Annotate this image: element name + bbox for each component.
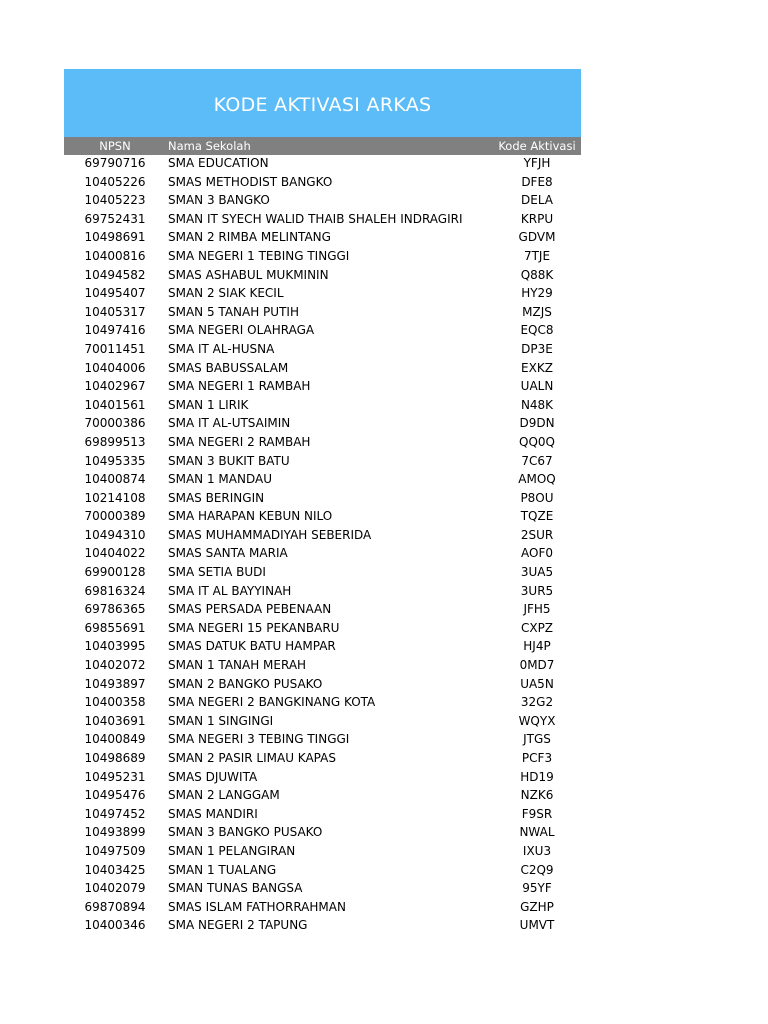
cell-activation-code: UA5N — [520, 676, 554, 691]
table-row — [64, 321, 581, 340]
cell-activation-code: JFH5 — [523, 602, 551, 617]
cell-school-name: SMAS BABUSSALAM — [168, 360, 289, 375]
table-row — [64, 730, 581, 749]
cell-school-name: SMA NEGERI OLAHRAGA — [168, 323, 315, 338]
cell-npsn: 10497416 — [84, 323, 146, 338]
cell-school-name: SMA IT AL BAYYINAH — [168, 583, 292, 598]
cell-school-name: SMA SETIA BUDI — [168, 565, 266, 580]
table-row — [64, 768, 581, 787]
cell-activation-code: 2SUR — [520, 527, 554, 542]
cell-npsn: 10400874 — [84, 472, 146, 487]
cell-activation-code: 95YF — [522, 881, 552, 896]
cell-school-name: SMAS BERINGIN — [168, 490, 265, 505]
cell-school-name: SMAN 1 SINGINGI — [168, 713, 274, 728]
cell-npsn: 10495231 — [84, 769, 146, 784]
table-row — [64, 154, 581, 173]
table-row — [64, 544, 581, 563]
cell-school-name: SMAS PERSADA PEBENAAN — [168, 602, 332, 617]
table-row — [64, 916, 581, 935]
cell-activation-code: D9DN — [519, 416, 555, 431]
cell-activation-code: 32G2 — [520, 695, 554, 710]
cell-activation-code: Q88K — [520, 267, 554, 282]
cell-activation-code: 0MD7 — [519, 658, 555, 673]
cell-activation-code: N48K — [520, 397, 554, 412]
cell-npsn: 10498689 — [84, 751, 146, 765]
cell-npsn: 10495335 — [84, 453, 146, 468]
cell-npsn: 10400816 — [84, 248, 146, 263]
table-row — [64, 786, 581, 805]
cell-npsn: 10400358 — [84, 695, 146, 710]
cell-activation-code: P8OU — [520, 490, 554, 505]
cell-activation-code: GDVM — [518, 230, 556, 245]
table-header — [64, 137, 581, 155]
cell-school-name: SMAS MUHAMMADIYAH SEBERIDA — [168, 527, 372, 542]
table-row — [64, 600, 581, 619]
cell-school-name: SMA NEGERI 2 BANGKINANG KOTA — [168, 695, 376, 710]
cell-school-name: SMAN TUNAS BANGSA — [168, 881, 303, 896]
cell-npsn: 10403425 — [84, 862, 146, 877]
cell-activation-code: KRPU — [520, 211, 554, 226]
table-row — [64, 842, 581, 861]
table-row — [64, 898, 581, 917]
cell-activation-code: EQC8 — [520, 323, 554, 338]
cell-school-name: SMA IT AL-UTSAIMIN — [168, 416, 291, 431]
cell-activation-code: F9SR — [521, 806, 553, 821]
cell-activation-code: 7C67 — [521, 453, 553, 468]
cell-school-name: SMA NEGERI 15 PEKANBARU — [168, 620, 340, 635]
cell-npsn: 10402967 — [84, 379, 146, 394]
cell-activation-code: HD19 — [520, 769, 554, 784]
cell-school-name: SMAN 1 PELANGIRAN — [168, 843, 296, 858]
table-row — [64, 656, 581, 675]
cell-activation-code: EXKZ — [521, 360, 553, 375]
cell-npsn: 10497452 — [84, 806, 146, 821]
cell-school-name: SMAN 5 TANAH PUTIH — [168, 304, 299, 319]
cell-activation-code: NZK6 — [520, 788, 554, 803]
cell-npsn: 69752431 — [84, 211, 146, 226]
cell-activation-code: MZJS — [522, 304, 552, 319]
cell-school-name: SMA NEGERI 1 RAMBAH — [168, 379, 311, 394]
cell-school-name: SMAN 3 BANGKO PUSAKO — [168, 825, 323, 840]
cell-activation-code: 3UA5 — [520, 565, 554, 580]
cell-school-name: SMAN 1 MANDAU — [168, 472, 272, 487]
cell-school-name: SMA NEGERI 2 RAMBAH — [168, 434, 311, 449]
header-activation-code: Kode Aktivasi — [498, 139, 576, 153]
cell-school-name: SMAN 3 BUKIT BATU — [168, 453, 290, 468]
cell-npsn: 70011451 — [84, 341, 146, 356]
cell-activation-code: YFJH — [523, 156, 551, 170]
cell-npsn: 10402072 — [84, 658, 146, 673]
table-row — [64, 433, 581, 452]
table-row — [64, 452, 581, 471]
title-bar — [64, 69, 581, 137]
header-school-name: Nama Sekolah — [168, 139, 251, 153]
cell-school-name: SMAN IT SYECH WALID THAIB SHALEH INDRAGIRI — [168, 211, 463, 226]
cell-npsn: 10497509 — [84, 843, 146, 858]
cell-activation-code: JTGS — [523, 732, 551, 747]
table-row — [64, 191, 581, 210]
cell-activation-code: CXPZ — [520, 620, 554, 635]
cell-school-name: SMAN 2 PASIR LIMAU KAPAS — [168, 751, 336, 765]
cell-school-name: SMA NEGERI 3 TEBING TINGGI — [168, 732, 350, 747]
table-row — [64, 396, 581, 415]
cell-npsn: 10400346 — [84, 918, 146, 933]
cell-school-name: SMAS METHODIST BANGKO — [168, 174, 333, 189]
cell-activation-code: WQYX — [518, 713, 556, 728]
cell-school-name: SMAS MANDIRI — [168, 806, 258, 821]
cell-npsn: 10403691 — [84, 713, 146, 728]
cell-activation-code: AMOQ — [518, 472, 556, 487]
cell-school-name: SMAN 1 TANAH MERAH — [168, 658, 307, 673]
cell-school-name: SMAN 2 RIMBA MELINTANG — [168, 230, 331, 245]
cell-activation-code: DP3E — [521, 341, 553, 356]
table-row — [64, 377, 581, 396]
cell-school-name: SMAN 2 SIAK KECIL — [168, 286, 284, 301]
table-row — [64, 266, 581, 285]
cell-school-name: SMAN 3 BANGKO — [168, 193, 270, 208]
table-row — [64, 805, 581, 824]
cell-npsn: 69899513 — [84, 434, 146, 449]
table-row — [64, 340, 581, 359]
cell-activation-code: DELA — [521, 193, 553, 208]
table-row — [64, 228, 581, 247]
cell-npsn: 10400849 — [84, 732, 146, 747]
cell-activation-code: TQZE — [520, 509, 554, 524]
cell-school-name: SMAN 1 LIRIK — [168, 397, 249, 412]
cell-npsn: 70000386 — [84, 416, 146, 431]
table-row — [64, 359, 581, 378]
cell-activation-code: UMVT — [519, 918, 555, 933]
cell-activation-code: UALN — [520, 379, 554, 394]
cell-school-name: SMAS ASHABUL MUKMININ — [168, 267, 329, 282]
cell-npsn: 10403995 — [84, 639, 146, 654]
table-row — [64, 303, 581, 322]
table-row — [64, 507, 581, 526]
table-row — [64, 247, 581, 266]
table-row — [64, 693, 581, 712]
table-body — [64, 154, 581, 935]
table-row — [64, 284, 581, 303]
cell-npsn: 10493899 — [84, 825, 146, 840]
cell-school-name: SMAN 2 BANGKO PUSAKO — [168, 676, 323, 691]
cell-npsn: 10494310 — [84, 527, 146, 542]
table-row — [64, 526, 581, 545]
cell-activation-code: C2Q9 — [520, 862, 554, 877]
cell-school-name: SMA HARAPAN KEBUN NILO — [168, 509, 333, 524]
cell-school-name: SMAN 2 LANGGAM — [168, 788, 280, 803]
cell-school-name: SMA EDUCATION — [168, 156, 269, 170]
cell-npsn: 10405223 — [84, 193, 146, 208]
cell-npsn: 69816324 — [84, 583, 146, 598]
activation-code-sheet — [64, 69, 581, 935]
table-row — [64, 582, 581, 601]
sheet-title: KODE AKTIVASI ARKAS — [213, 93, 432, 116]
cell-npsn: 10495476 — [84, 788, 146, 803]
cell-npsn: 69900128 — [84, 565, 146, 580]
cell-school-name: SMAS DATUK BATU HAMPAR — [168, 639, 336, 654]
cell-npsn: 10405317 — [84, 304, 146, 319]
cell-npsn: 70000389 — [84, 509, 146, 524]
cell-npsn: 10402079 — [84, 881, 146, 896]
table-row — [64, 470, 581, 489]
table-row — [64, 879, 581, 898]
cell-npsn: 10214108 — [84, 490, 146, 505]
cell-activation-code: HY29 — [521, 286, 553, 301]
cell-school-name: SMA NEGERI 2 TAPUNG — [168, 918, 308, 933]
cell-activation-code: PCF3 — [521, 751, 553, 765]
cell-activation-code: AOF0 — [521, 546, 553, 561]
cell-npsn: 10493897 — [84, 676, 146, 691]
table-row — [64, 414, 581, 433]
table-row — [64, 861, 581, 880]
cell-npsn: 10401561 — [84, 397, 146, 412]
table-row — [64, 823, 581, 842]
table-row — [64, 675, 581, 694]
cell-school-name: SMAS DJUWITA — [168, 769, 258, 784]
table-row — [64, 563, 581, 582]
table-row — [64, 637, 581, 656]
cell-activation-code: 3UR5 — [520, 583, 554, 598]
cell-npsn: 10495407 — [84, 286, 146, 301]
cell-activation-code: NWAL — [519, 825, 555, 840]
table-row — [64, 173, 581, 192]
header-npsn: NPSN — [99, 139, 131, 153]
cell-npsn: 10498691 — [84, 230, 146, 245]
cell-activation-code: DFE8 — [521, 174, 553, 189]
cell-npsn: 69786365 — [84, 602, 146, 617]
cell-npsn: 10494582 — [84, 267, 146, 282]
cell-activation-code: HJ4P — [523, 639, 551, 654]
cell-activation-code: 7TJE — [523, 248, 551, 263]
cell-npsn: 69870894 — [84, 899, 146, 914]
cell-activation-code: GZHP — [520, 899, 554, 914]
cell-school-name: SMAN 1 TUALANG — [168, 862, 277, 877]
cell-npsn: 10404006 — [84, 360, 146, 375]
cell-npsn: 69855691 — [84, 620, 146, 635]
cell-activation-code: IXU3 — [522, 843, 552, 858]
table-row — [64, 210, 581, 229]
cell-school-name: SMAS ISLAM FATHORRAHMAN — [168, 899, 346, 914]
table-row — [64, 749, 581, 768]
cell-npsn: 10404022 — [84, 546, 146, 561]
cell-school-name: SMAS SANTA MARIA — [168, 546, 288, 561]
cell-school-name: SMA NEGERI 1 TEBING TINGGI — [168, 248, 350, 263]
table-row — [64, 489, 581, 508]
table-row — [64, 712, 581, 731]
cell-npsn: 10405226 — [84, 174, 146, 189]
table-row — [64, 619, 581, 638]
cell-activation-code: QQ0Q — [519, 434, 555, 449]
cell-school-name: SMA IT AL-HUSNA — [168, 341, 275, 356]
cell-npsn: 69790716 — [84, 156, 146, 170]
